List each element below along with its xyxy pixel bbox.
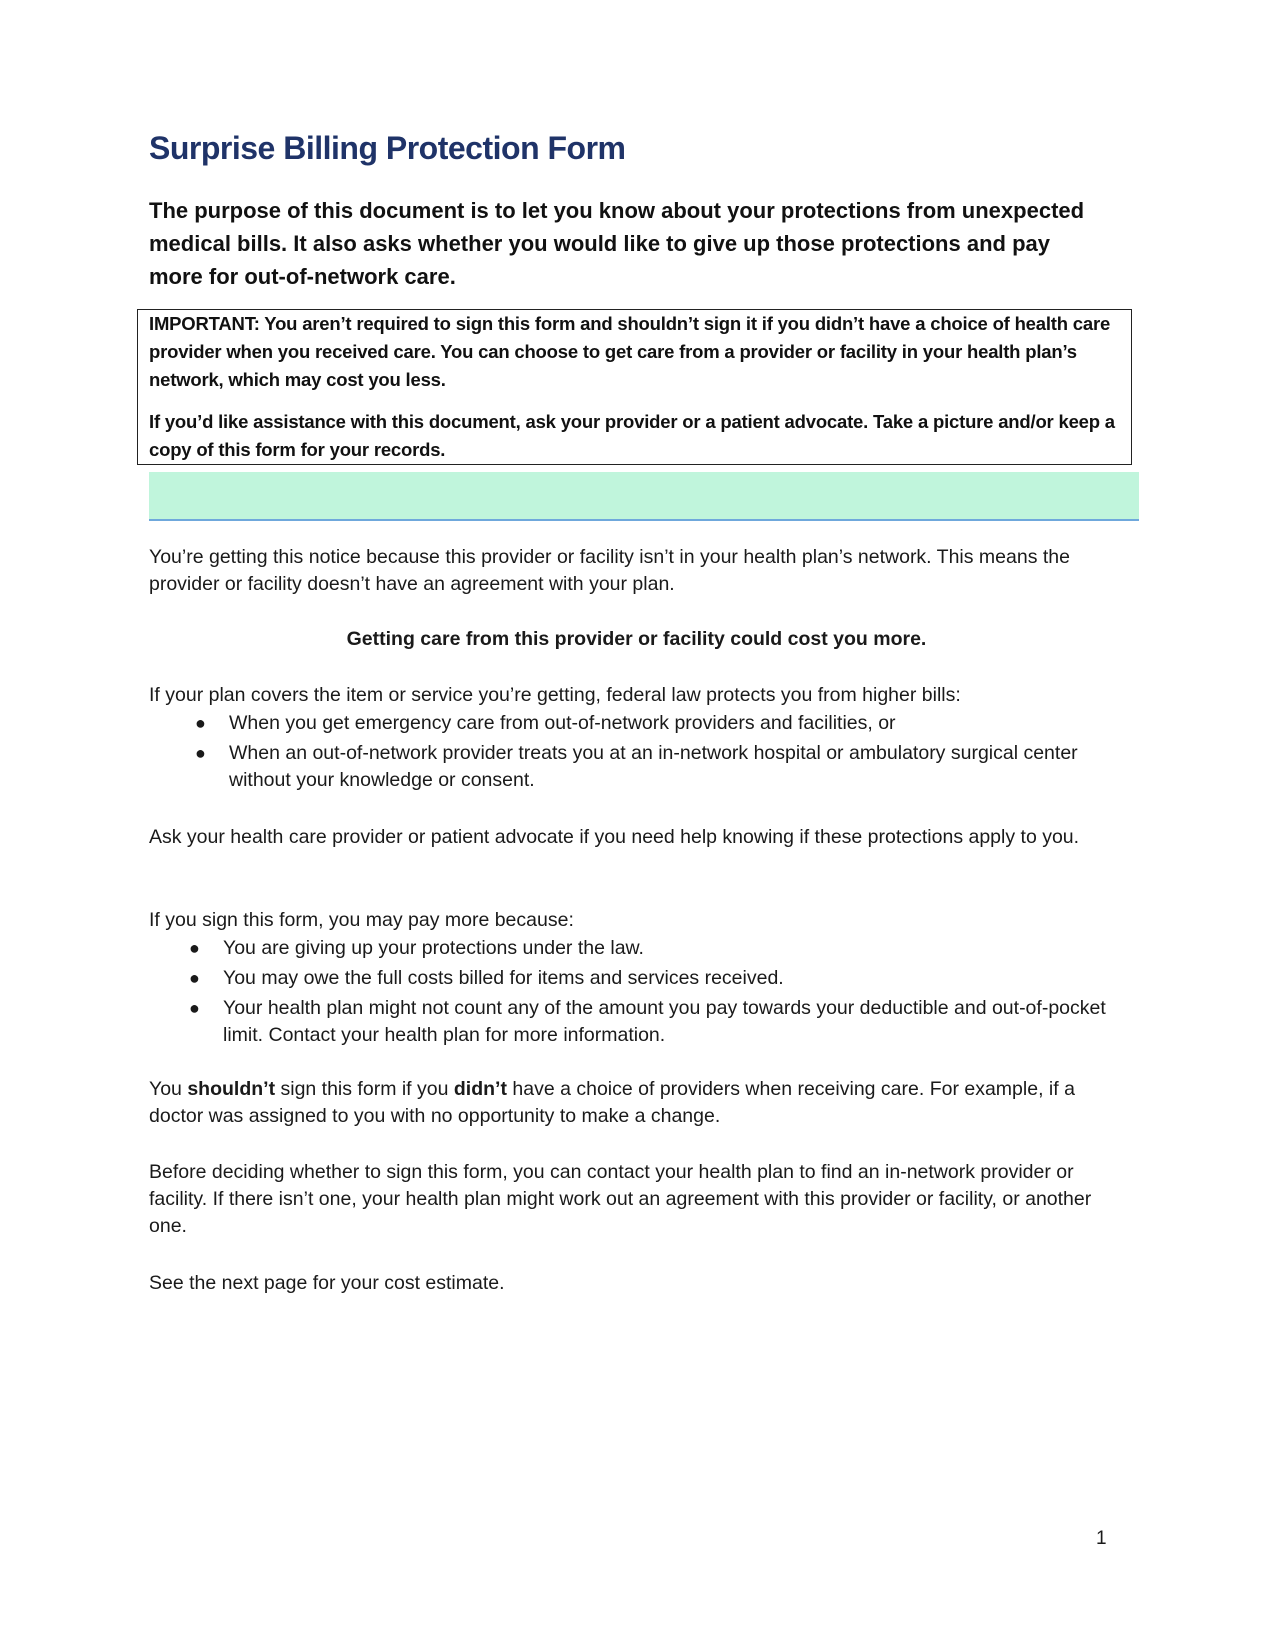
protections-list bbox=[195, 710, 1109, 797]
out-of-network-notice: You’re getting this notice because this provider or facility isn’t in your health plan’s network. This means the provider or facility doesn’t have an agreement with your plan. bbox=[149, 546, 1070, 595]
list-item bbox=[195, 740, 1109, 794]
list-item-text: Your health plan might not count any of the amount you pay towards your deductible and out-of-pocket limit. Contact your health plan for more information. bbox=[223, 997, 1106, 1046]
shouldnt-text-part: sign this form if you bbox=[275, 1078, 454, 1100]
purpose-statement: The purpose of this document is to let you know about your protections from unexpected medical bills. It also asks whether you would like to give up those protections and pay more for out-of-network care. bbox=[149, 198, 1085, 289]
list-item-text: When you get emergency care from out-of-network providers and facilities, or bbox=[229, 712, 896, 734]
shouldnt-emphasis: shouldn’t bbox=[187, 1078, 276, 1100]
bullet-icon: ● bbox=[195, 713, 206, 733]
important-notice-box bbox=[137, 309, 1132, 465]
before-deciding-paragraph: Before deciding whether to sign this form, you can contact your health plan to find an in-network provider or facility. If there isn’t one, your health plan might work out an agreement with this provider or facility, or another one. bbox=[149, 1161, 1092, 1237]
shouldnt-sign-paragraph bbox=[149, 1076, 1124, 1130]
next-page-note: See the next page for your cost estimate. bbox=[149, 1272, 505, 1294]
list-item-text: You may owe the full costs billed for items and services received. bbox=[223, 967, 784, 989]
list-item-text: You are giving up your protections under the law. bbox=[223, 937, 644, 959]
list-item-text: When an out-of-network provider treats you at an in-network hospital or ambulatory surgical center without your knowledge or consent. bbox=[229, 742, 1078, 791]
highlight-band bbox=[149, 472, 1139, 521]
shouldnt-text-part: have a choice of providers when receiving care. For example, if a doctor was assigned to you with no opportunity to make a change. bbox=[149, 1078, 1075, 1127]
bullet-icon: ● bbox=[195, 743, 206, 763]
didnt-emphasis: didn’t bbox=[453, 1078, 507, 1100]
page-number: 1 bbox=[1096, 1528, 1107, 1549]
list-item bbox=[189, 995, 1113, 1049]
assistance-notice-text: If you’d like assistance with this document, ask your provider or a patient advocate. Take a picture and/or keep a copy of this form for your records. bbox=[149, 411, 1115, 460]
form-title: Surprise Billing Protection Form bbox=[149, 130, 626, 166]
sign-consequences-intro: If you sign this form, you may pay more because: bbox=[149, 909, 574, 931]
bullet-icon: ● bbox=[189, 998, 200, 1018]
bullet-icon: ● bbox=[189, 938, 200, 958]
list-item bbox=[189, 965, 1113, 992]
shouldnt-text-part: You bbox=[149, 1078, 188, 1100]
cost-warning: Getting care from this provider or facility could cost you more. bbox=[346, 628, 927, 650]
important-notice-text: IMPORTANT: You aren’t required to sign this form and shouldn’t sign it if you didn’t have a choice of health care provider when you received care. You can choose to get care from a provider or facility in your health plan’s network, which may cost you less. bbox=[149, 313, 1111, 390]
ask-advocate-paragraph: Ask your health care provider or patient advocate if you need help knowing if these protections apply to you. bbox=[149, 826, 1080, 848]
consequences-list bbox=[189, 935, 1113, 1052]
federal-law-intro: If your plan covers the item or service you’re getting, federal law protects you from higher bills: bbox=[149, 684, 961, 706]
bullet-icon: ● bbox=[189, 968, 200, 988]
list-item bbox=[189, 935, 1113, 962]
list-item bbox=[195, 710, 1109, 737]
